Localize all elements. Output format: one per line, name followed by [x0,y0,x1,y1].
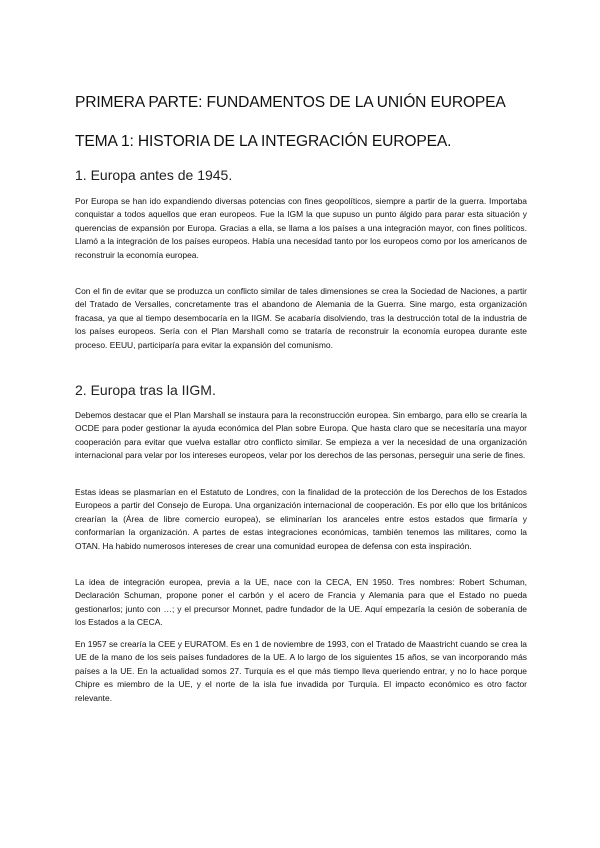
paragraph-1-1: Por Europa se han ido expandiendo diversas potencias con fines geopolíticos, siempre a partir de la guerra. Importaba conquistar a todos aquellos que eran europeos. Fue la IGM la que supuso un punto álgido para parar esta situación y querencias de expansión por Europa. Gracias a ella, se llama a los países a una integración mayor, con fines políticos. Llamó a la integración de los países europeos. Había una necesidad tanto por los europeos como por los americanos de reconstruir la economía europea. [75,196,527,260]
paragraph-2-2: Estas ideas se plasmarían en el Estatuto de Londres, con la finalidad de la protección de los Derechos de los Estados Europeos a partir del Consejo de Europa. Una organización internacional de cooperación. Es por ello que los británicos crearían la (Área de libre comercio europea), se eliminarían los aranceles entre estos estados que firmaría y conformarían la organización. A partes de estas integraciones económicas, también tenemos las militares, como la OTAN. Ha habido numerosos intereses de crear una comunidad europea de defensa con esta inspiración. [75,487,527,551]
section-heading-1: 1. Europa antes de 1945. [75,167,233,183]
paragraph-1-2: Con el fin de evitar que se produzca un conflicto similar de tales dimensiones se crea la Sociedad de Naciones, a partir del Tratado de Versalles, concretamente tras el abandono de Alemania de la Guerra. Sine margo, esta organización fracasa, ya que al tiempo desembocaría en la IIGM. Se acabaría disolviendo, tras la destrucción total de la industria de los países europeos. Sería con el Plan Marshall como se trataría de reconstruir la economía europea durante este proceso. EEUU, participaría para evitar la expansión del comunismo. [75,286,527,350]
section-heading-2: 2. Europa tras la IIGM. [75,382,216,398]
paragraph-2-1: Debemos destacar que el Plan Marshall se instaura para la reconstrucción europea. Sin embargo, para ello se crearía la OCDE para poder gestionar la ayuda económica del Plan sobre Europa. Que hasta claro que se necesitaría una mayor cooperación para evitar que vuelva estallar otro conflicto similar. Se empieza a ver la necesidad de una organización internacional para velar por los intereses europeos, velar por los derechos de las personas, perseguir una serie de fines. [75,410,527,461]
paragraph-2-4: En 1957 se crearía la CEE y EURATOM. Es en 1 de noviembre de 1993, con el Tratado de Maastricht cuando se crea la UE de la mano de los seis países fundadores de la UE. A lo largo de los siguientes 15 años, se van incorporando más países a la UE. En la actualidad somos 27. Turquía es el que más tiempo lleva queriendo entrar, y no lo hace porque Chipre es miembro de la UE, y el norte de la isla fue invadida por Turquía. El impacto económico es otro factor relevante. [75,639,527,703]
part-title: PRIMERA PARTE: FUNDAMENTOS DE LA UNIÓN EUROPEA [75,94,506,111]
tema-title: TEMA 1: HISTORIA DE LA INTEGRACIÓN EUROPEA. [75,133,452,150]
paragraph-2-3: La idea de integración europea, previa a la UE, nace con la CECA, EN 1950. Tres nombres: Robert Schuman, Declaración Schuman, propone poner el carbón y el acero de Francia y Alemania para que el Estado no pueda gestionarlos; junto con …; y el precursor Monnet, padre fundador de la UE. Aquí empezaría la cesión de soberanía de los Estados a la CECA. [75,577,527,628]
